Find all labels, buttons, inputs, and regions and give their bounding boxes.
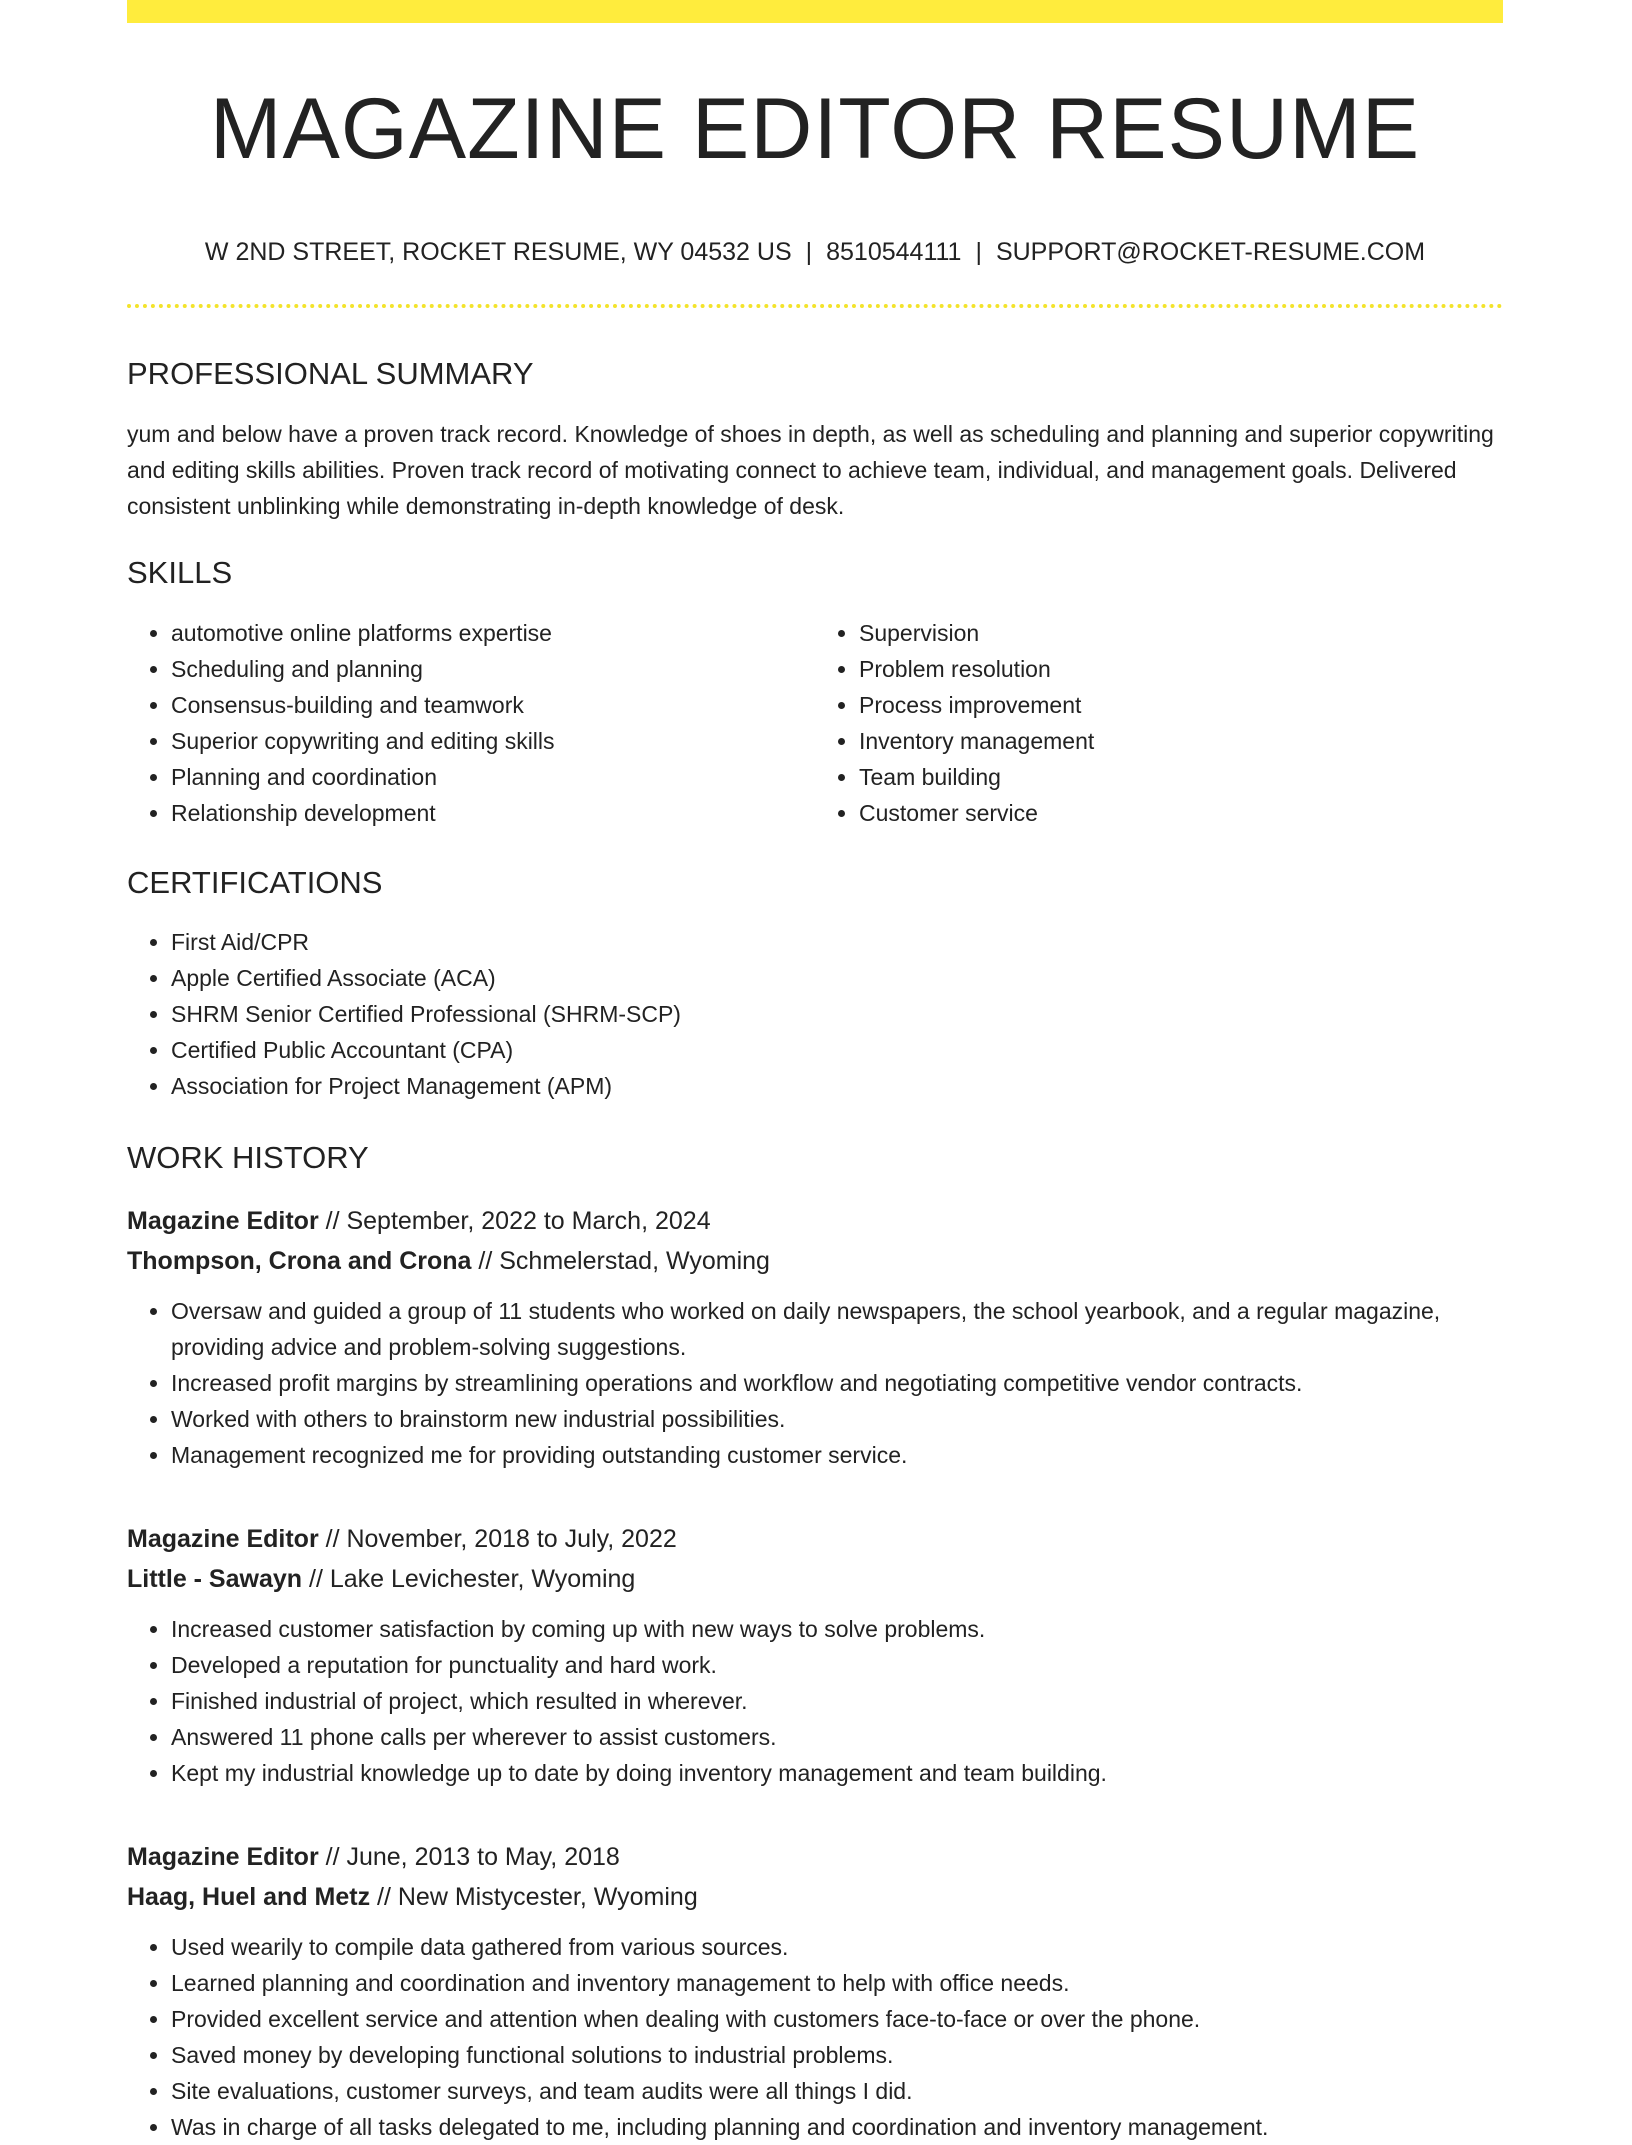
job-title-line (127, 1519, 1503, 1559)
contact-address: W 2ND STREET, ROCKET RESUME, WY 04532 US (204, 238, 792, 266)
job-entry (127, 1201, 1503, 1473)
skill-item: • Inventory management (859, 723, 1503, 759)
contact-separator: | (975, 238, 982, 266)
certification-item: • Association for Project Management (APM) (171, 1068, 1503, 1104)
certification-item: • Apple Certified Associate (ACA) (171, 960, 1503, 996)
job-role: Magazine Editor (127, 1207, 319, 1235)
job-title-line (127, 1201, 1503, 1241)
contact-email: SUPPORT@ROCKET-RESUME.COM (995, 238, 1426, 266)
job-location: // Lake Levichester, Wyoming (302, 1565, 636, 1593)
skill-item: • Scheduling and planning (171, 651, 815, 687)
job-entry (127, 1837, 1503, 2145)
job-bullet: • Answered 11 phone calls per wherever to assist customers. (171, 1719, 1503, 1755)
job-title-line (127, 1837, 1503, 1877)
skill-item: • Relationship development (171, 795, 815, 831)
job-company-line (127, 1877, 1503, 1917)
skill-item: • Consensus-building and teamwork (171, 687, 815, 723)
skill-item: • Supervision (859, 615, 1503, 651)
top-accent-bar (127, 0, 1503, 23)
job-entry (127, 1519, 1503, 1791)
job-role: Magazine Editor (127, 1843, 319, 1871)
job-location: // Schmelerstad, Wyoming (471, 1247, 770, 1275)
job-bullet: • Developed a reputation for punctuality and hard work. (171, 1647, 1503, 1683)
resume-title: MAGAZINE EDITOR RESUME (209, 81, 1421, 177)
job-bullet: • Management recognized me for providing outstanding customer service. (171, 1437, 1503, 1473)
job-bullet: • Increased profit margins by streamlining operations and workflow and negotiating competitive vendor contracts. (171, 1365, 1503, 1401)
certification-item: • Certified Public Accountant (CPA) (171, 1032, 1503, 1068)
certifications-heading: CERTIFICATIONS (127, 865, 383, 900)
skill-item: • Customer service (859, 795, 1503, 831)
certifications-list (127, 924, 1503, 1104)
job-dates: // September, 2022 to March, 2024 (318, 1207, 711, 1235)
job-bullet: • Oversaw and guided a group of 11 students who worked on daily newspapers, the school yearbook, and a regular magazine, providing advice and problem-solving suggestions. (171, 1293, 1503, 1365)
skill-item: • Superior copywriting and editing skills (171, 723, 815, 759)
job-company-line (127, 1241, 1503, 1281)
job-bullets (127, 1611, 1503, 1791)
contact-separator: | (805, 238, 813, 266)
job-company: Haag, Huel and Metz (127, 1883, 371, 1911)
job-bullets (127, 1293, 1503, 1473)
skill-item: • automotive online platforms expertise (171, 615, 815, 651)
job-bullet: • Site evaluations, customer surveys, and team audits were all things I did. (171, 2073, 1503, 2109)
job-bullet: • Was in charge of all tasks delegated to me, including planning and coordination and inventory management. (171, 2109, 1503, 2145)
skill-item: • Process improvement (859, 687, 1503, 723)
header-divider (127, 304, 1503, 308)
work-history-list (127, 1201, 1503, 2145)
resume-page (127, 0, 1503, 2145)
job-role: Magazine Editor (127, 1525, 319, 1553)
job-location: // New Mistycester, Wyoming (370, 1883, 698, 1911)
summary-heading: PROFESSIONAL SUMMARY (127, 356, 534, 391)
summary-text: yum and below have a proven track record. Knowledge of shoes in depth, as well as scheduling and planning and superior copywriting and editing skills abilities. Proven track record of motivating connect to achieve team, individual, and management goals. Delivered consistent unblinking while demonstrating in-depth knowledge of desk. (127, 421, 1494, 519)
skills-columns (127, 615, 1503, 831)
contact-phone: 8510544111 (826, 238, 962, 266)
skill-item: • Planning and coordination (171, 759, 815, 795)
job-bullet: • Worked with others to brainstorm new industrial possibilities. (171, 1401, 1503, 1437)
skill-item: • Problem resolution (859, 651, 1503, 687)
job-dates: // November, 2018 to July, 2022 (318, 1525, 677, 1553)
certification-item: • First Aid/CPR (171, 924, 1503, 960)
skills-right-list (815, 615, 1503, 831)
skill-item: • Team building (859, 759, 1503, 795)
contact-line (127, 240, 1503, 265)
job-bullet: • Kept my industrial knowledge up to date by doing inventory management and team building. (171, 1755, 1503, 1791)
job-company-line (127, 1559, 1503, 1599)
job-bullet: • Learned planning and coordination and inventory management to help with office needs. (171, 1965, 1503, 2001)
job-bullet: • Provided excellent service and attention when dealing with customers face-to-face or over the phone. (171, 2001, 1503, 2037)
job-bullets (127, 1929, 1503, 2145)
skills-heading: SKILLS (127, 555, 233, 590)
job-bullet: • Used wearily to compile data gathered from various sources. (171, 1929, 1503, 1965)
job-company: Little - Sawayn (127, 1565, 303, 1593)
work-history-heading: WORK HISTORY (127, 1140, 369, 1175)
job-bullet: • Saved money by developing functional solutions to industrial problems. (171, 2037, 1503, 2073)
job-company: Thompson, Crona and Crona (127, 1247, 472, 1275)
certification-item: • SHRM Senior Certified Professional (SHRM-SCP) (171, 996, 1503, 1032)
job-dates: // June, 2013 to May, 2018 (318, 1843, 620, 1871)
job-bullet: • Increased customer satisfaction by coming up with new ways to solve problems. (171, 1611, 1503, 1647)
skills-left-list (127, 615, 815, 831)
job-bullet: • Finished industrial of project, which resulted in wherever. (171, 1683, 1503, 1719)
